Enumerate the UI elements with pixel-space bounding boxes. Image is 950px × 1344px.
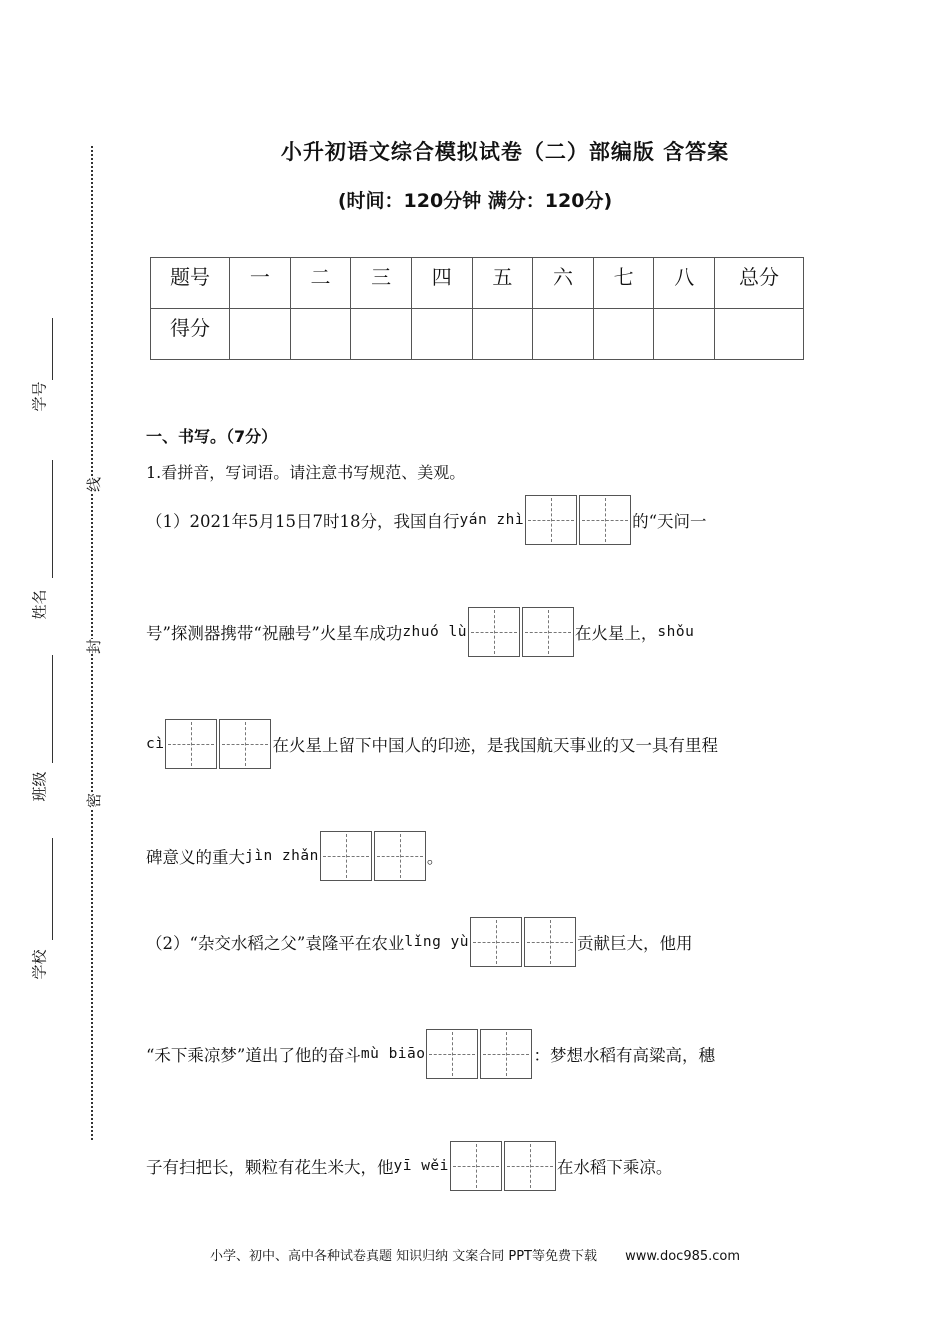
pinyin-text: yán zhì bbox=[459, 512, 525, 528]
pinyin-text: mù biāo bbox=[360, 1046, 426, 1062]
tianzige-box[interactable] bbox=[320, 831, 372, 881]
score-header-cell: 一 bbox=[230, 258, 291, 309]
tianzige-box[interactable] bbox=[522, 607, 574, 657]
score-table-score-row bbox=[151, 309, 804, 360]
answer-boxes bbox=[426, 1029, 532, 1079]
score-table-header-row bbox=[151, 258, 804, 309]
tianzige-box[interactable] bbox=[165, 719, 217, 769]
score-cell[interactable] bbox=[533, 309, 594, 360]
exam-time-score: (时间：120分钟 满分：120分) bbox=[337, 190, 613, 212]
class-label: 班级 bbox=[30, 771, 49, 802]
tianzige-box[interactable] bbox=[480, 1029, 532, 1079]
tianzige-box[interactable] bbox=[524, 917, 576, 967]
tianzige-box[interactable] bbox=[468, 607, 520, 657]
line-text: 子有扫把长，颗粒有花生米大，他 bbox=[146, 1158, 394, 1177]
score-header-cell: 二 bbox=[290, 258, 351, 309]
tianzige-box[interactable] bbox=[219, 719, 271, 769]
line-text: “禾下乘凉梦”道出了他的奋斗 bbox=[146, 1046, 361, 1065]
seal-char-feng: 封 bbox=[85, 638, 104, 655]
answer-boxes bbox=[450, 1141, 556, 1191]
line-text: 碑意义的重大 bbox=[146, 848, 245, 867]
tianzige-box[interactable] bbox=[525, 495, 577, 545]
pinyin-text: lǐng yù bbox=[404, 934, 469, 950]
pinyin-text: zhuó lù bbox=[402, 624, 467, 640]
line-text: 在火星上， bbox=[574, 624, 658, 643]
question-line bbox=[146, 607, 694, 657]
school-underline bbox=[52, 838, 53, 940]
exam-title: 小升初语文综合模拟试卷（二）部编版 含答案 bbox=[280, 140, 730, 164]
question-line bbox=[146, 1029, 715, 1079]
question-line bbox=[146, 495, 707, 545]
tianzige-box[interactable] bbox=[470, 917, 522, 967]
page-footer bbox=[0, 1245, 950, 1264]
pinyin-text: jìn zhǎn bbox=[245, 848, 319, 864]
answer-boxes bbox=[320, 831, 426, 881]
tianzige-box[interactable] bbox=[374, 831, 426, 881]
score-cell[interactable] bbox=[351, 309, 412, 360]
question-instruction: 1.看拼音，写词语。请注意书写规范、美观。 bbox=[146, 463, 466, 482]
score-cell[interactable] bbox=[472, 309, 533, 360]
score-cell[interactable] bbox=[715, 309, 804, 360]
score-header-cell: 七 bbox=[593, 258, 654, 309]
score-cell[interactable] bbox=[290, 309, 351, 360]
line-text: ：梦想水稻有高粱高，穗 bbox=[533, 1046, 715, 1065]
pinyin-text: yī wěi bbox=[393, 1158, 449, 1174]
section-heading: 一、书写。（7分） bbox=[146, 427, 278, 446]
score-header-cell: 四 bbox=[411, 258, 472, 309]
seal-char-xian: 线 bbox=[85, 476, 104, 493]
line-text: （1）2021年5月15日7时18分，我国自行 bbox=[146, 512, 460, 531]
line-text: 在水稻下乘凉。 bbox=[556, 1158, 673, 1177]
question-line bbox=[146, 719, 718, 769]
tianzige-box[interactable] bbox=[579, 495, 631, 545]
footer-url-link[interactable]: www.doc985.com bbox=[625, 1249, 741, 1264]
score-cell[interactable] bbox=[230, 309, 291, 360]
tianzige-box[interactable] bbox=[450, 1141, 502, 1191]
score-row-label: 得分 bbox=[151, 309, 230, 360]
tianzige-box[interactable] bbox=[426, 1029, 478, 1079]
question-line bbox=[146, 1141, 672, 1191]
score-header-cell: 三 bbox=[351, 258, 412, 309]
student-id-label: 学号 bbox=[30, 381, 49, 412]
line-text: 号”探测器携带“祝融号”火星车成功 bbox=[146, 624, 403, 643]
score-header-cell: 题号 bbox=[151, 258, 230, 309]
score-cell[interactable] bbox=[654, 309, 715, 360]
line-text: 贡献巨大，他用 bbox=[576, 934, 693, 953]
pinyin-text: shǒu bbox=[657, 624, 695, 640]
tianzige-box[interactable] bbox=[504, 1141, 556, 1191]
class-underline bbox=[52, 655, 53, 763]
answer-boxes bbox=[468, 607, 574, 657]
score-cell[interactable] bbox=[593, 309, 654, 360]
score-table bbox=[150, 257, 804, 360]
name-underline bbox=[52, 460, 53, 578]
question-line bbox=[146, 917, 692, 967]
school-label: 学校 bbox=[30, 949, 49, 980]
score-header-cell: 八 bbox=[654, 258, 715, 309]
line-text: 在火星上留下中国人的印迹，是我国航天事业的又一具有里程 bbox=[272, 736, 718, 755]
line-text: 。 bbox=[426, 848, 444, 867]
line-text: 的“天问一 bbox=[632, 512, 707, 531]
answer-boxes bbox=[165, 719, 271, 769]
student-id-underline bbox=[52, 318, 53, 380]
name-label: 姓名 bbox=[30, 589, 49, 620]
score-header-cell: 五 bbox=[472, 258, 533, 309]
question-line bbox=[146, 831, 443, 881]
seal-char-mi: 密 bbox=[85, 792, 104, 809]
score-header-cell: 六 bbox=[533, 258, 594, 309]
score-cell[interactable] bbox=[411, 309, 472, 360]
line-text: （2）“杂交水稻之父”袁隆平在农业 bbox=[146, 934, 405, 953]
score-header-cell: 总分 bbox=[715, 258, 804, 309]
pinyin-text: cì bbox=[146, 736, 165, 752]
answer-boxes bbox=[470, 917, 576, 967]
answer-boxes bbox=[525, 495, 631, 545]
footer-text: 小学、初中、高中各种试卷真题 知识归纳 文案合同 PPT等免费下载 bbox=[209, 1249, 597, 1264]
